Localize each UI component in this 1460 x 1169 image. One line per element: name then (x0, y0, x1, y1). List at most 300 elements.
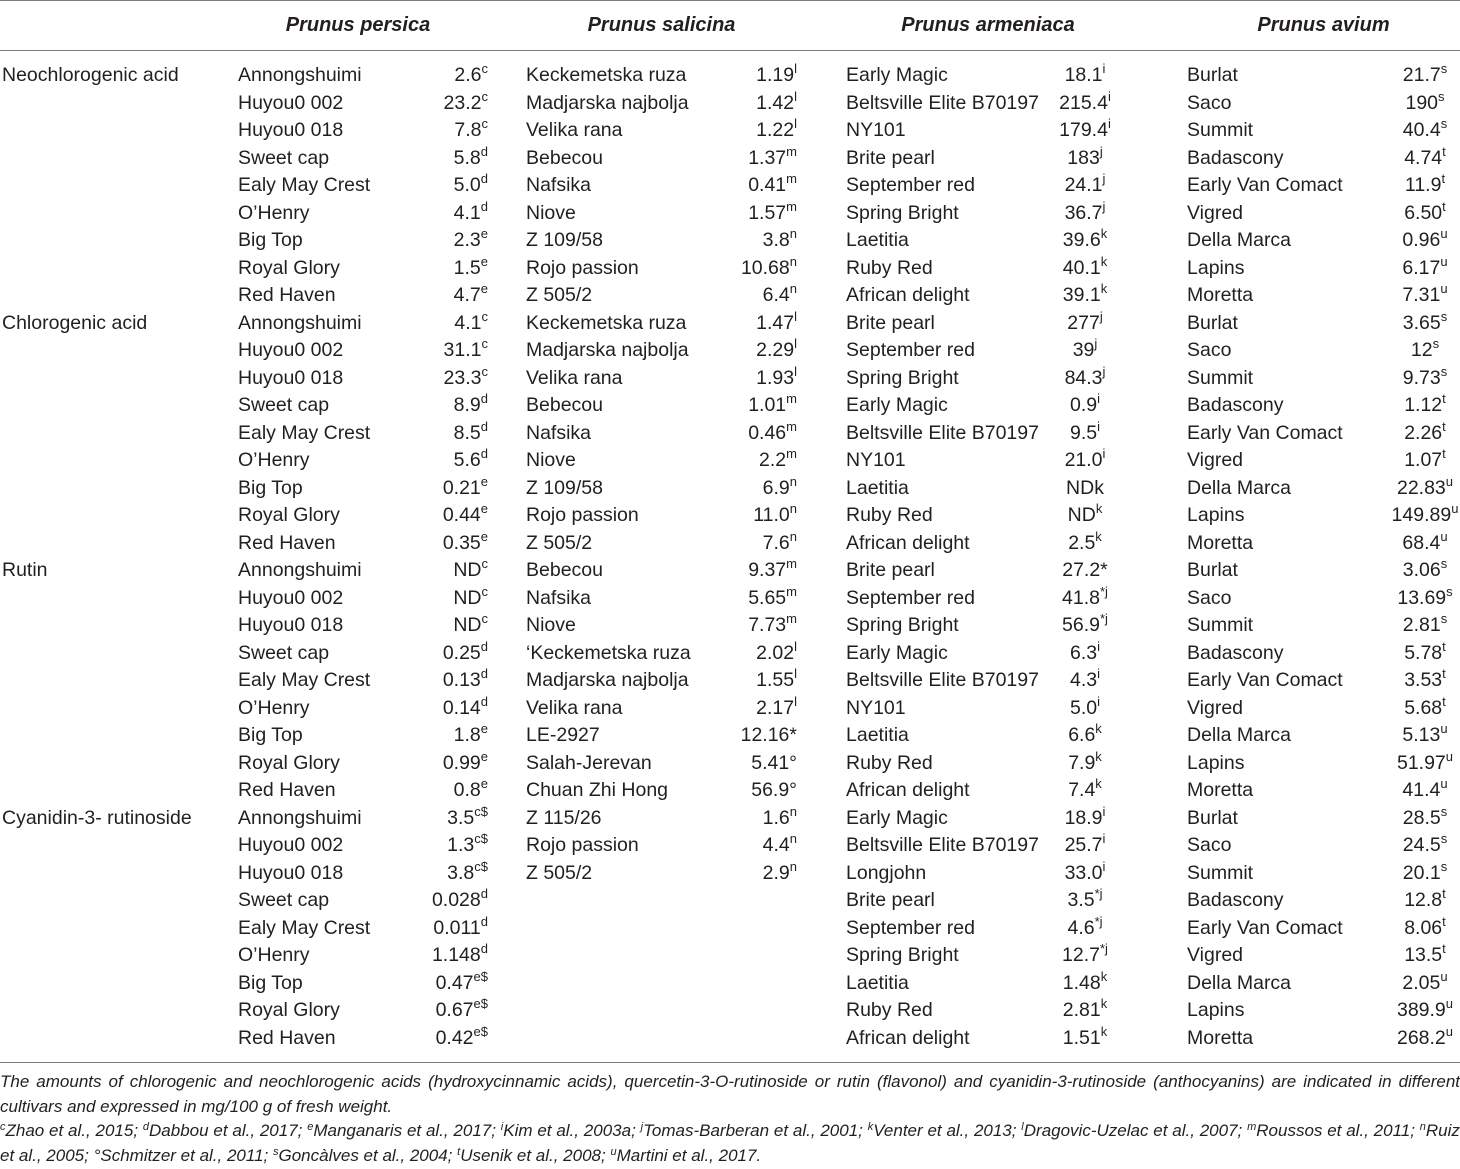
reference-text: Martini et al., 2017. (616, 1145, 762, 1165)
table-row (0, 612, 1460, 640)
cultivar-armeniaca: Beltsville Elite B70197 (846, 834, 1039, 856)
value-persica (405, 447, 495, 475)
cultivar-persica: Royal Glory (238, 999, 340, 1021)
cultivar-salicina: Keckemetska ruza (526, 311, 687, 334)
value-armeniaca (1040, 145, 1130, 173)
cultivar-armeniaca: NY101 (846, 449, 906, 471)
reference-text: Usenik et al., 2008; (460, 1145, 606, 1165)
cultivar-avium: Moretta (1187, 1026, 1254, 1049)
reference-marker: e (307, 1121, 314, 1133)
value-avium (1390, 557, 1460, 585)
footnote-marker: t (1442, 886, 1446, 901)
footnote-marker: t (1442, 941, 1446, 956)
value-armeniaca (1040, 530, 1130, 558)
compound-cell (0, 227, 232, 255)
reference-entry (610, 1146, 761, 1165)
value-number: 3.8 (762, 229, 790, 251)
value-number: 51.97 (1396, 751, 1446, 774)
value-number: 1.148 (431, 944, 481, 966)
value-number: 2.17 (756, 696, 795, 719)
value-number: 2.3 (453, 229, 481, 251)
value-number: 27.2* (1062, 559, 1108, 581)
table-row (0, 310, 1460, 338)
value-number: 4.1 (453, 201, 481, 224)
cultivar-armeniaca: Ruby Red (846, 751, 933, 774)
value-number: 8.06 (1404, 916, 1443, 939)
table-row (0, 722, 1460, 750)
compound-cell (0, 447, 232, 475)
cultivar-persica: Huyou0 002 (238, 834, 344, 856)
value-number: 5.6 (453, 449, 481, 471)
reference-marker: c (0, 1121, 6, 1133)
footnote-marker: e (480, 776, 488, 791)
reference-marker: s (273, 1145, 279, 1158)
cultivar-salicina: Niove (526, 614, 576, 636)
footnote-marker: c (481, 583, 488, 599)
compound-cell (0, 1025, 232, 1053)
cultivar-armeniaca: African delight (846, 284, 970, 306)
reference-text: Roussos et al., 2011; (1256, 1121, 1415, 1140)
footnote-marker: u (1440, 968, 1448, 984)
footnote-marker: j (1102, 171, 1106, 186)
value-avium (1390, 777, 1460, 805)
footnote-marker: t (1442, 638, 1446, 654)
value-number: 149.89 (1391, 504, 1452, 526)
footnote-marker: l (794, 116, 797, 131)
value-number: NDk (1066, 476, 1104, 499)
value-number: 0.21 (442, 476, 481, 499)
cultivar-persica: Ealy May Crest (238, 421, 371, 444)
cultivar-armeniaca: Brite pearl (846, 146, 935, 169)
value-armeniaca (1040, 612, 1130, 640)
cultivar-persica: Huyou0 018 (238, 366, 344, 389)
value-avium (1390, 667, 1460, 695)
reference-entry (641, 1121, 863, 1140)
value-number: 11.0 (753, 504, 790, 526)
reference-text: Kim et al., 2003a; (503, 1121, 636, 1140)
value-salicina (715, 942, 805, 970)
compound-cell (0, 970, 232, 998)
value-persica (405, 777, 495, 805)
cultivar-persica: Royal Glory (238, 504, 340, 526)
value-number: 7.73 (748, 614, 787, 636)
value-persica (405, 557, 495, 585)
footnote-marker: s (1440, 611, 1448, 626)
value-persica (405, 282, 495, 310)
value-number: 7.6 (762, 531, 790, 554)
cultivar-salicina: Velika rana (526, 366, 623, 389)
value-salicina (715, 970, 805, 998)
value-salicina (715, 365, 805, 393)
cultivar-salicina (495, 915, 715, 943)
value-number: 2.26 (1404, 421, 1443, 444)
value-number: 5.0 (453, 174, 481, 196)
footnote-marker: *j (1100, 611, 1108, 626)
value-persica (405, 117, 495, 145)
value-persica (405, 530, 495, 558)
value-avium (1390, 722, 1460, 750)
footnote-marker: m (786, 143, 797, 159)
cultivar-persica: Annongshuimi (238, 311, 362, 334)
value-number: 20.1 (1402, 861, 1441, 884)
value-number: 0.46 (748, 421, 787, 444)
value-avium (1390, 117, 1460, 145)
cultivar-armeniaca: NY101 (846, 119, 906, 141)
value-avium (1390, 915, 1460, 943)
value-armeniaca (1040, 255, 1130, 283)
footnote-marker: c$ (474, 803, 488, 819)
reference-text: Tomas-Barberan et al., 2001; (643, 1121, 863, 1140)
value-avium (1390, 337, 1460, 365)
value-persica (405, 1025, 495, 1053)
table-row (0, 145, 1460, 173)
value-number: 4.1 (454, 311, 482, 334)
footnote-marker: e (480, 501, 488, 516)
table-row (0, 860, 1460, 888)
footnote-marker: *j (1100, 941, 1108, 956)
compound-cell (0, 365, 232, 393)
reference-marker: u (610, 1145, 617, 1158)
value-salicina (715, 612, 805, 640)
value-number: 5.13 (1402, 724, 1441, 746)
footnote-marker: s (1440, 363, 1448, 379)
value-number: 6.9 (762, 476, 790, 499)
compound-cell (0, 750, 232, 778)
footnote-marker: l (794, 666, 797, 681)
table-row (0, 777, 1460, 805)
cultivar-avium: Vigred (1187, 201, 1244, 224)
footnote-marker: u (1440, 253, 1448, 269)
footnote-marker: k (1100, 968, 1108, 984)
cultivar-persica: Ealy May Crest (238, 669, 371, 691)
value-number: 2.6 (454, 64, 482, 86)
cultivar-salicina: ‘Keckemetska ruza (526, 641, 691, 664)
value-avium (1390, 310, 1460, 338)
value-armeniaca (1040, 887, 1130, 915)
value-armeniaca (1040, 337, 1130, 365)
footnote-marker: c$ (474, 831, 488, 846)
footnote-marker: e (480, 226, 488, 241)
value-number: 23.3 (443, 366, 482, 389)
footnote-marker: k (1100, 281, 1108, 296)
footnote-marker: t (1442, 693, 1446, 709)
table-row (0, 585, 1460, 613)
footnote-marker: s (1440, 116, 1448, 131)
footnote-marker: i (1097, 693, 1100, 709)
value-number: 3.65 (1402, 311, 1441, 334)
value-persica (405, 255, 495, 283)
value-avium (1390, 475, 1460, 503)
compound-cell (0, 640, 232, 668)
value-salicina (715, 557, 805, 585)
header-prunus-persica: Prunus persica (285, 14, 431, 36)
footnote-marker: u (1445, 996, 1454, 1011)
value-persica (405, 667, 495, 695)
footnote-marker: j (1102, 363, 1106, 379)
cultivar-salicina: Niove (526, 201, 576, 224)
value-number: 0.41 (748, 174, 787, 196)
value-number: 9.5 (1070, 421, 1098, 444)
reference-entry (1021, 1121, 1242, 1140)
reference-text: Zhao et al., 2015; (5, 1121, 139, 1140)
footnote-marker: n (789, 473, 797, 489)
cultivar-salicina: Rojo passion (526, 256, 639, 279)
footnote-marker: n (789, 803, 797, 819)
value-salicina (715, 1025, 805, 1053)
cultivar-armeniaca: Beltsville Elite B70197 (846, 91, 1039, 114)
value-avium (1390, 200, 1460, 228)
cultivar-armeniaca: Beltsville Elite B70197 (846, 669, 1039, 691)
footnote-marker: k (1095, 528, 1102, 544)
value-salicina (715, 722, 805, 750)
cultivar-persica: Sweet cap (238, 146, 330, 169)
value-armeniaca (1040, 200, 1130, 228)
value-persica (405, 227, 495, 255)
compound-cell (0, 502, 232, 530)
value-number: 215.4 (1059, 91, 1108, 114)
value-avium (1390, 942, 1460, 970)
value-salicina (715, 832, 805, 860)
value-number: 39.6 (1062, 229, 1101, 251)
cultivar-armeniaca: African delight (846, 1026, 970, 1049)
reference-entry (1247, 1121, 1415, 1140)
cultivar-salicina: Bebecou (526, 559, 603, 581)
value-persica (405, 970, 495, 998)
value-number: 7.31 (1402, 284, 1441, 306)
table-row (0, 475, 1460, 503)
value-persica (405, 337, 495, 365)
value-number: 9.37 (748, 559, 787, 581)
footnote-marker: e (480, 748, 488, 764)
footnote-marker: d (480, 143, 488, 159)
footnote-marker: i (1102, 803, 1106, 819)
compound-cell (0, 667, 232, 695)
value-number: 1.12 (1404, 394, 1443, 416)
footnote-marker: i (1097, 666, 1100, 681)
footnote-marker: k (1100, 1023, 1108, 1039)
value-avium (1390, 640, 1460, 668)
cultivar-persica: Huyou0 018 (238, 119, 344, 141)
footnote-marker: d (480, 418, 488, 434)
footnote-marker: u (1440, 528, 1448, 544)
cultivar-persica: Huyou0 018 (238, 861, 344, 884)
footnote-marker: i (1097, 391, 1100, 406)
cultivar-avium: Saco (1187, 586, 1232, 609)
value-number: 56.9 (1062, 614, 1100, 636)
footnote-marker: k (1095, 501, 1103, 516)
cultivar-salicina: Rojo passion (526, 834, 639, 856)
value-persica (405, 860, 495, 888)
table-row (0, 282, 1460, 310)
value-number: 179.4 (1059, 119, 1108, 141)
footnote-marker: j (1099, 143, 1103, 159)
footnote-marker: s (1440, 556, 1448, 571)
value-number: 2.2 (759, 449, 787, 471)
value-number: 2.02 (756, 641, 795, 664)
value-number: 268.2 (1396, 1026, 1446, 1049)
table-row (0, 557, 1460, 585)
cultivar-avium: Della Marca (1187, 476, 1292, 499)
footnote-marker: t (1442, 418, 1446, 434)
value-number: 36.7 (1064, 201, 1103, 224)
value-number: 1.48 (1062, 971, 1101, 994)
value-salicina (715, 777, 805, 805)
footnote-marker: m (786, 583, 797, 599)
value-number: 2.05 (1402, 971, 1441, 994)
footnote-marker: s (1432, 336, 1440, 351)
table-row (0, 200, 1460, 228)
cultivar-salicina: Madjarska najbolja (526, 669, 689, 691)
compound-cell (0, 695, 232, 723)
value-armeniaca (1040, 695, 1130, 723)
footnote-marker: d (480, 666, 488, 681)
footnote-marker: e (480, 528, 488, 544)
cultivar-salicina: Velika rana (526, 696, 623, 719)
table-row (0, 997, 1460, 1025)
value-number: ND (453, 559, 482, 581)
value-avium (1390, 530, 1460, 558)
cultivar-persica: O’Henry (238, 201, 310, 224)
compound-cell (0, 612, 232, 640)
reference-marker: d (142, 1121, 150, 1133)
footnote-marker: t (1441, 171, 1446, 186)
value-number: 40.4 (1402, 119, 1441, 141)
value-number: 0.8 (453, 779, 481, 801)
value-number: 4.6 (1067, 916, 1095, 939)
cultivar-armeniaca: Ruby Red (846, 999, 933, 1021)
value-number: 18.9 (1064, 806, 1103, 829)
footnote-marker: c (481, 611, 488, 626)
cultivar-armeniaca: Laetitia (846, 971, 909, 994)
footnote-marker: e (480, 253, 488, 269)
cultivar-persica: Huyou0 002 (238, 91, 344, 114)
bottom-rule (0, 1062, 1460, 1063)
cultivar-persica: Royal Glory (238, 256, 340, 279)
value-number: 1.42 (756, 91, 795, 114)
value-persica (405, 90, 495, 118)
footnote-marker: c (481, 363, 488, 379)
value-persica (405, 887, 495, 915)
footnote-marker: u (1440, 776, 1448, 791)
value-number: 22.83 (1396, 476, 1446, 499)
reference-entry (457, 1146, 606, 1165)
value-number: 1.8 (453, 724, 481, 746)
value-number: 1.37 (748, 146, 787, 169)
table-body (0, 62, 1460, 1052)
footnote-marker: d (480, 446, 488, 461)
value-number: 1.3 (447, 834, 475, 856)
cultivar-avium: Summit (1187, 366, 1254, 389)
cultivar-armeniaca: Early Magic (846, 641, 948, 664)
value-armeniaca (1040, 750, 1130, 778)
value-number: 68.4 (1402, 531, 1441, 554)
table-row (0, 420, 1460, 448)
cultivar-avium: Moretta (1187, 531, 1254, 554)
value-number: 12.16* (740, 724, 797, 746)
value-salicina (715, 530, 805, 558)
value-persica (405, 392, 495, 420)
value-avium (1390, 392, 1460, 420)
footnote-marker: k (1095, 776, 1102, 791)
value-armeniaca (1040, 310, 1130, 338)
table-row (0, 90, 1460, 118)
reference-entry (307, 1121, 496, 1140)
footnote-marker: i (1107, 88, 1111, 104)
reference-entry (94, 1146, 269, 1165)
value-armeniaca (1040, 62, 1130, 90)
reference-entry (273, 1146, 452, 1165)
value-salicina (715, 255, 805, 283)
value-number: 1.93 (756, 366, 795, 389)
value-salicina (715, 200, 805, 228)
reference-entry (0, 1121, 138, 1140)
cultivar-armeniaca: Spring Bright (846, 614, 959, 636)
value-avium (1390, 255, 1460, 283)
value-number: 41.8 (1062, 586, 1100, 609)
value-salicina (715, 805, 805, 833)
cultivar-persica: Red Haven (238, 1026, 336, 1049)
cultivar-armeniaca: Laetitia (846, 229, 909, 251)
value-number: 6.50 (1404, 201, 1443, 224)
reference-marker: i (500, 1121, 504, 1133)
table-footnotes (0, 1070, 1460, 1168)
header-prunus-armeniaca: Prunus armeniaca (901, 14, 1075, 36)
footnote-marker: d (480, 941, 488, 956)
value-number: 6.6 (1068, 724, 1096, 746)
footnote-marker: s (1440, 308, 1448, 324)
value-armeniaca (1040, 227, 1130, 255)
cultivar-persica: Royal Glory (238, 751, 340, 774)
table-row (0, 667, 1460, 695)
value-salicina (715, 585, 805, 613)
value-avium (1390, 860, 1460, 888)
value-number: 0.9 (1070, 394, 1098, 416)
compound-cell (0, 997, 232, 1025)
value-salicina (715, 997, 805, 1025)
value-number: 9.73 (1402, 366, 1441, 389)
footnote-marker: d (480, 198, 488, 214)
footnote-marker: t (1442, 446, 1446, 461)
cultivar-avium: Burlat (1187, 64, 1238, 86)
cultivar-armeniaca: Ruby Red (846, 256, 933, 279)
footnote-marker: c (481, 308, 488, 324)
footnote-marker: e (480, 721, 488, 736)
cultivar-salicina: Nafsika (526, 174, 592, 196)
value-salicina (715, 227, 805, 255)
compound-label: Cyanidin-3- rutinoside (2, 806, 192, 829)
cultivar-persica: Red Haven (238, 284, 336, 306)
value-number: 5.8 (453, 146, 481, 169)
cultivar-avium: Burlat (1187, 311, 1238, 334)
cultivar-persica: Annongshuimi (238, 806, 362, 829)
footnote-marker: i (1107, 116, 1111, 131)
reference-marker: m (1247, 1121, 1257, 1133)
footnote-marker: u (1445, 748, 1454, 764)
compound-cell (0, 145, 232, 173)
value-salicina (715, 915, 805, 943)
compound-cell (0, 530, 232, 558)
value-salicina (715, 667, 805, 695)
cultivar-persica: Big Top (238, 476, 303, 499)
footnote-marker: m (786, 446, 797, 461)
value-number: 1.07 (1404, 449, 1443, 471)
footnote-marker: u (1440, 721, 1448, 736)
cultivar-persica: O’Henry (238, 696, 310, 719)
value-number: 0.14 (442, 696, 481, 719)
table-row (0, 887, 1460, 915)
cultivar-persica: Annongshuimi (238, 64, 362, 86)
value-armeniaca (1040, 832, 1130, 860)
